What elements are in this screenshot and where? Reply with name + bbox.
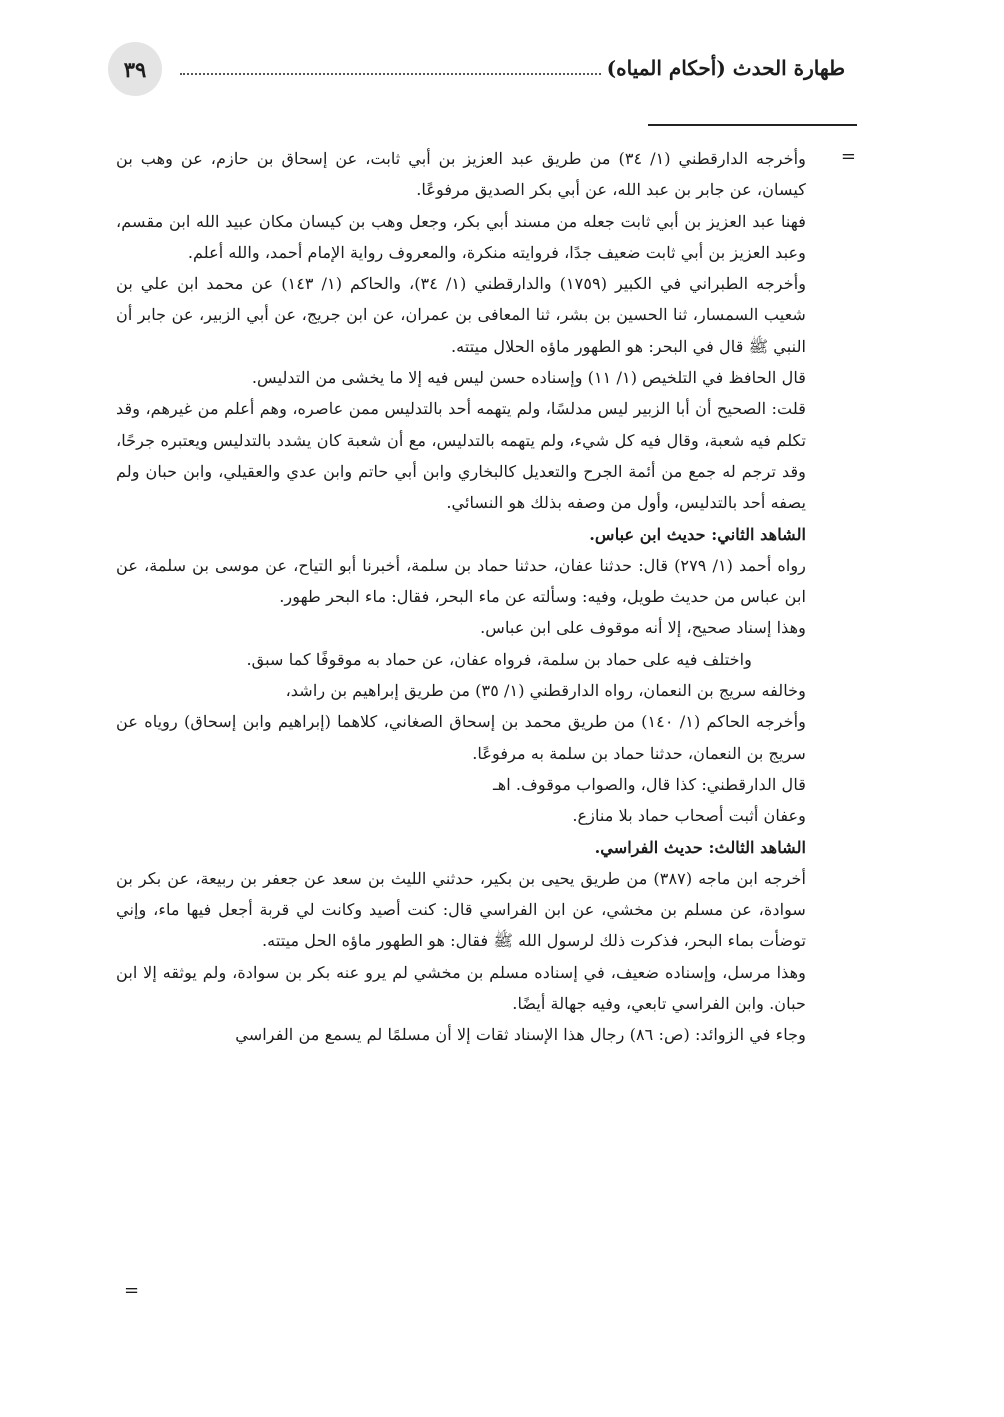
- paragraph: قال الدارقطني: كذا قال، والصواب موقوف. اهـ: [493, 774, 806, 794]
- paragraph: وعفان أثبت أصحاب حماد بلا منازع.: [572, 806, 806, 826]
- paragraph: وخالفه سريج بن النعمان، رواه الدارقطني (١/ ٣٥) من طريق إبراهيم بن راشد،: [285, 681, 806, 701]
- paragraph: أخرجه ابن ماجه (٣٨٧) من طريق يحيى بن بكير، حدثني الليث بن سعد عن جعفر بن ربيعة، عن بكر بن سوادة، عن مسلم بن مخشي، عن ابن الفراسي قال: كنت أصيد وكانت لي قربة أجعل فيها ماء، وإني توضأت بماء البحر، فذكرت ذلك لرسول الله ﷺ فقال: هو الطهور ماؤه الحل ميتته.: [116, 868, 806, 951]
- paragraph: وأخرجه الدارقطني (١/ ٣٤) من طريق عبد العزيز بن أبي ثابت، عن إسحاق بن حازم، عن وهب بن كيسان، عن جابر بن عبد الله، عن أبي بكر الصديق مرفوعًا.: [116, 149, 806, 200]
- running-header: [180, 56, 845, 80]
- continuation-mark-top: =: [840, 146, 856, 167]
- paragraph: وأخرجه الحاكم (١/ ١٤٠) من طريق محمد بن إسحاق الصغاني، كلاهما (إبراهيم وابن إسحاق) روياه عن سريج بن النعمان، حدثنا حماد بن سلمة به مرفوعًا.: [116, 712, 806, 763]
- paragraph: وهذا إسناد صحيح، إلا أنه موقوف على ابن عباس.: [480, 618, 806, 638]
- paragraph: وهذا مرسل، وإسناده ضعيف، في إسناده مسلم بن مخشي لم يرو عنه بكر بن سوادة، ولم يوثقه إلا ابن حبان. وابن الفراسي تابعي، وفيه جهالة أيضًا.: [116, 962, 806, 1014]
- section-heading: الشاهد الثالث: حديث الفراسي.: [594, 837, 806, 857]
- section-heading: الشاهد الثاني: حديث ابن عباس.: [589, 524, 806, 544]
- chapter-title: طهارة الحدث (أحكام المياه): [606, 56, 845, 80]
- paragraph: قلت: الصحيح أن أبا الزبير ليس مدلسًا، ولم يتهمه أحد بالتدليس ممن عاصره، وهم أعلم من غيرهم، وقد تكلم فيه شعبة، وقال فيه كل شيء، ولم يتهمه بالتدليس، مع أن شعبة كان يشدد بالتدليس ويعتبره جرحًا، وقد ترجم له جمع من أئمة الجرح والتعديل كالبخاري وابن أبي حاتم وابن عدي والعقيلي، وابن حبان ولم يصفه أحد بالتدليس، وأول من وصفه بذلك هو النسائي.: [116, 399, 806, 513]
- paragraph: واختلف فيه على حماد بن سلمة، فرواه عفان، عن حماد به موقوفًا كما سبق.: [246, 649, 752, 669]
- paragraph: وجاء في الزوائد: (ص: ٨٦) رجال هذا الإسناد ثقات إلا أن مسلمًا لم يسمع من الفراسي: [235, 1025, 806, 1045]
- footnote-body: [116, 143, 806, 1051]
- paragraph: قال الحافظ في التلخيص (١/ ١١) وإسناده حسن ليس فيه إلا ما يخشى من التدليس.: [251, 368, 806, 388]
- page-number: ٣٩: [108, 42, 162, 96]
- continuation-mark-bottom: =: [124, 1280, 140, 1301]
- paragraph: رواه أحمد (١/ ٢٧٩) قال: حدثنا عفان، حدثنا حماد بن سلمة، أخبرنا أبو التياح، عن موسى بن سلمة، عن ابن عباس من حديث طويل، وفيه: وسألته عن ماء البحر، فقال: ماء البحر طهور.: [116, 555, 806, 607]
- header-dotted-leader: [180, 73, 601, 75]
- footnote-separator: [648, 124, 857, 126]
- paragraph: فهنا عبد العزيز بن أبي ثابت جعله من مسند أبي بكر، وجعل وهب بن كيسان مكان عبيد الله ابن مقسم، وعبد العزيز بن أبي ثابت ضعيف جدًا، فروايته منكرة، والمعروف رواية الإمام أحمد، والله أعلم.: [116, 211, 806, 262]
- paragraph: وأخرجه الطبراني في الكبير (١٧٥٩) والدارقطني (١/ ٣٤)، والحاكم (١/ ١٤٣) عن محمد ابن علي بن شعيب السمسار، ثنا الحسين بن بشر، ثنا المعافى بن عمران، عن ابن جريج، عن أبي الزبير، عن جابر أن النبي ﷺ قال في البحر: هو الطهور ماؤه الحلال ميتته.: [116, 274, 807, 356]
